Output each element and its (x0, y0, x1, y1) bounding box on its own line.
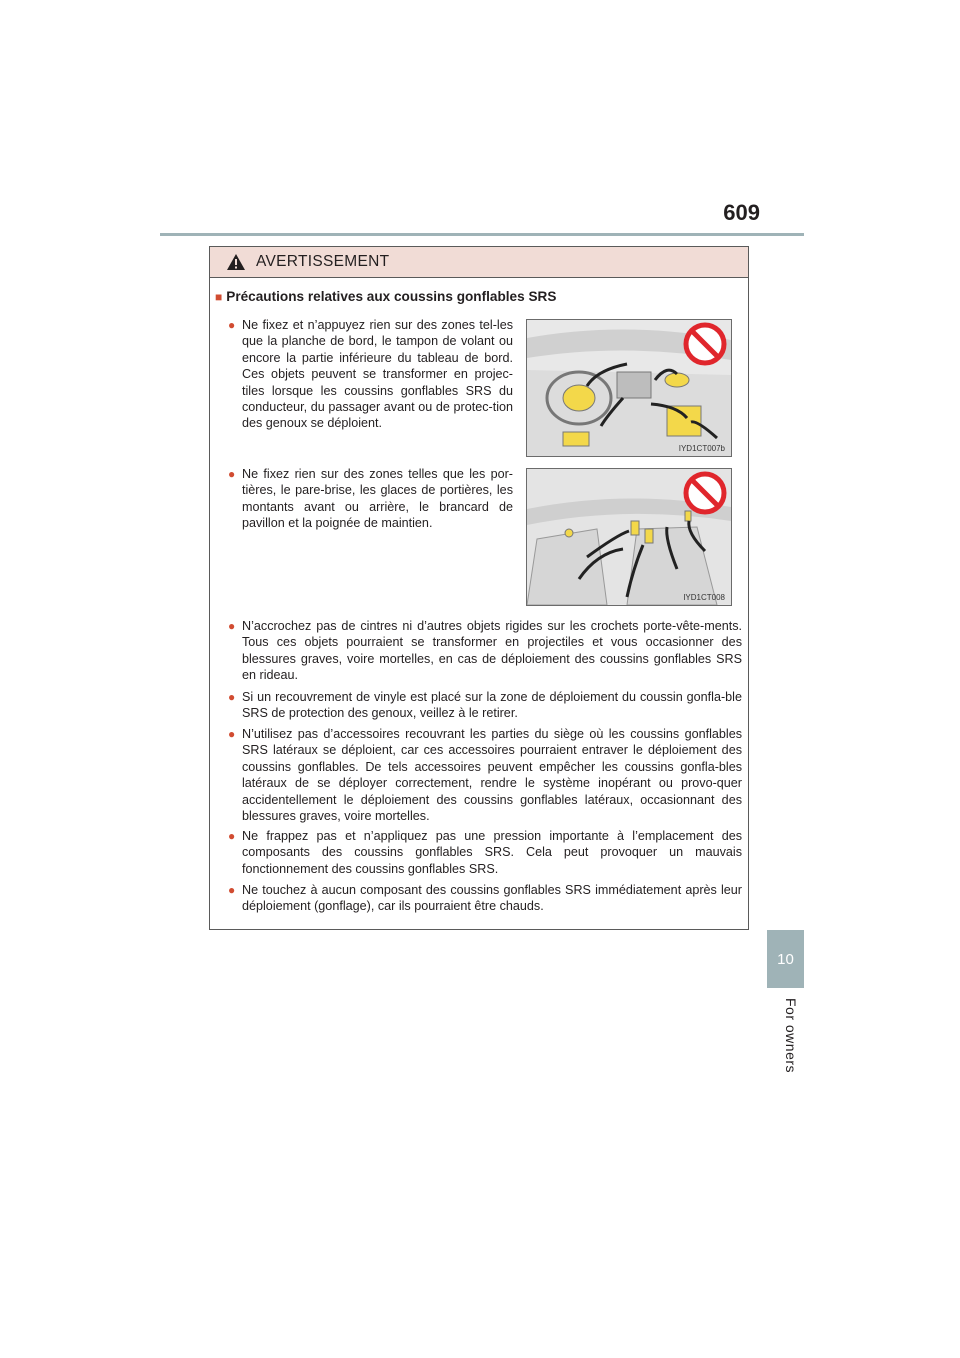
cabin-illustration (527, 469, 731, 605)
list-item: ● Ne touchez à aucun composant des coussins gonflables SRS immédiatement après leur déploiement (gonflage), car ils pourraient être chauds. (228, 883, 742, 914)
page-number: 609 (723, 200, 760, 225)
bullet-dot-icon: ● (228, 727, 236, 741)
prohibition-icon (686, 474, 724, 512)
figure-dashboard (526, 319, 732, 457)
figure-cabin (526, 468, 732, 606)
list-item: ● Ne fixez et n’appuyez rien sur des zones tel-les que la planche de bord, le tampon de volant ou encore la partie inférieure du tableau de bord. Ces objets peuvent se transformer en projec-tiles lorsque les coussins gonflables SRS du conducteur, du passager avant ou de protec-tion des genoux se déploient. (228, 318, 513, 431)
bullet-dot-icon: ● (228, 318, 236, 332)
figure-code: IYD1CT007b (678, 444, 725, 453)
prohibition-icon (686, 325, 724, 363)
chapter-number: 10 (777, 950, 794, 968)
figure-code: IYD1CT008 (683, 593, 725, 602)
list-item: ● N’accrochez pas de cintres ni d’autres objets rigides sur les crochets porte-vête-ments. Tous ces objets pourraient se transformer en projectiles et vous occasionner des blessures graves, voire mortelles, en cas de déploiement des coussins gonflables SRS en rideau. (228, 619, 742, 683)
list-item: ● N’utilisez pas d’accessoires recouvrant les parties du siège où les coussins gonflables SRS latéraux se déploient, car ces accessoires pourraient entraver le déploiement des coussins gonflables. De tels accessoires peuvent empêcher les coussins gonfla-bles latéraux de se déployer correctement, rendre le système inopérant ou provo-quer accidentellement le déploiement des coussins gonflables latéraux, occasionnant des blessures graves, voire mortelles. (228, 727, 742, 824)
header-rule (160, 233, 804, 236)
list-item: ● Ne frappez pas et n’appliquez pas une pression importante à l’emplacement des composants des coussins gonflables SRS. Cela peut provoquer un mauvais fonctionnement des coussins gonflables SRS. (228, 829, 742, 876)
bullet-dot-icon: ● (228, 619, 236, 633)
list-item: ● Si un recouvrement de vinyle est placé sur la zone de déploiement du coussin gonfla-ble SRS de protection des genoux, veillez à le retirer. (228, 690, 742, 721)
warning-triangle-icon (226, 253, 246, 271)
warning-title: AVERTISSEMENT (256, 253, 390, 270)
dashboard-illustration (527, 320, 731, 456)
bullet-dot-icon: ● (228, 883, 236, 897)
bullet-dot-icon: ● (228, 829, 236, 843)
chapter-tab (767, 930, 804, 988)
bullet-dot-icon: ● (228, 467, 236, 481)
section-title: ■ Précautions relatives aux coussins gonflables SRS (215, 289, 557, 304)
bullet-dot-icon: ● (228, 690, 236, 704)
warning-header (210, 247, 748, 278)
square-bullet-icon: ■ (215, 290, 223, 304)
chapter-label: For owners (783, 998, 799, 1074)
warning-box (209, 246, 749, 930)
list-item: ● Ne fixez rien sur des zones telles que les por-tières, le pare-brise, les glaces de portières, les montants avant ou arrière, le brancard de pavillon et la poignée de maintien. (228, 467, 513, 531)
